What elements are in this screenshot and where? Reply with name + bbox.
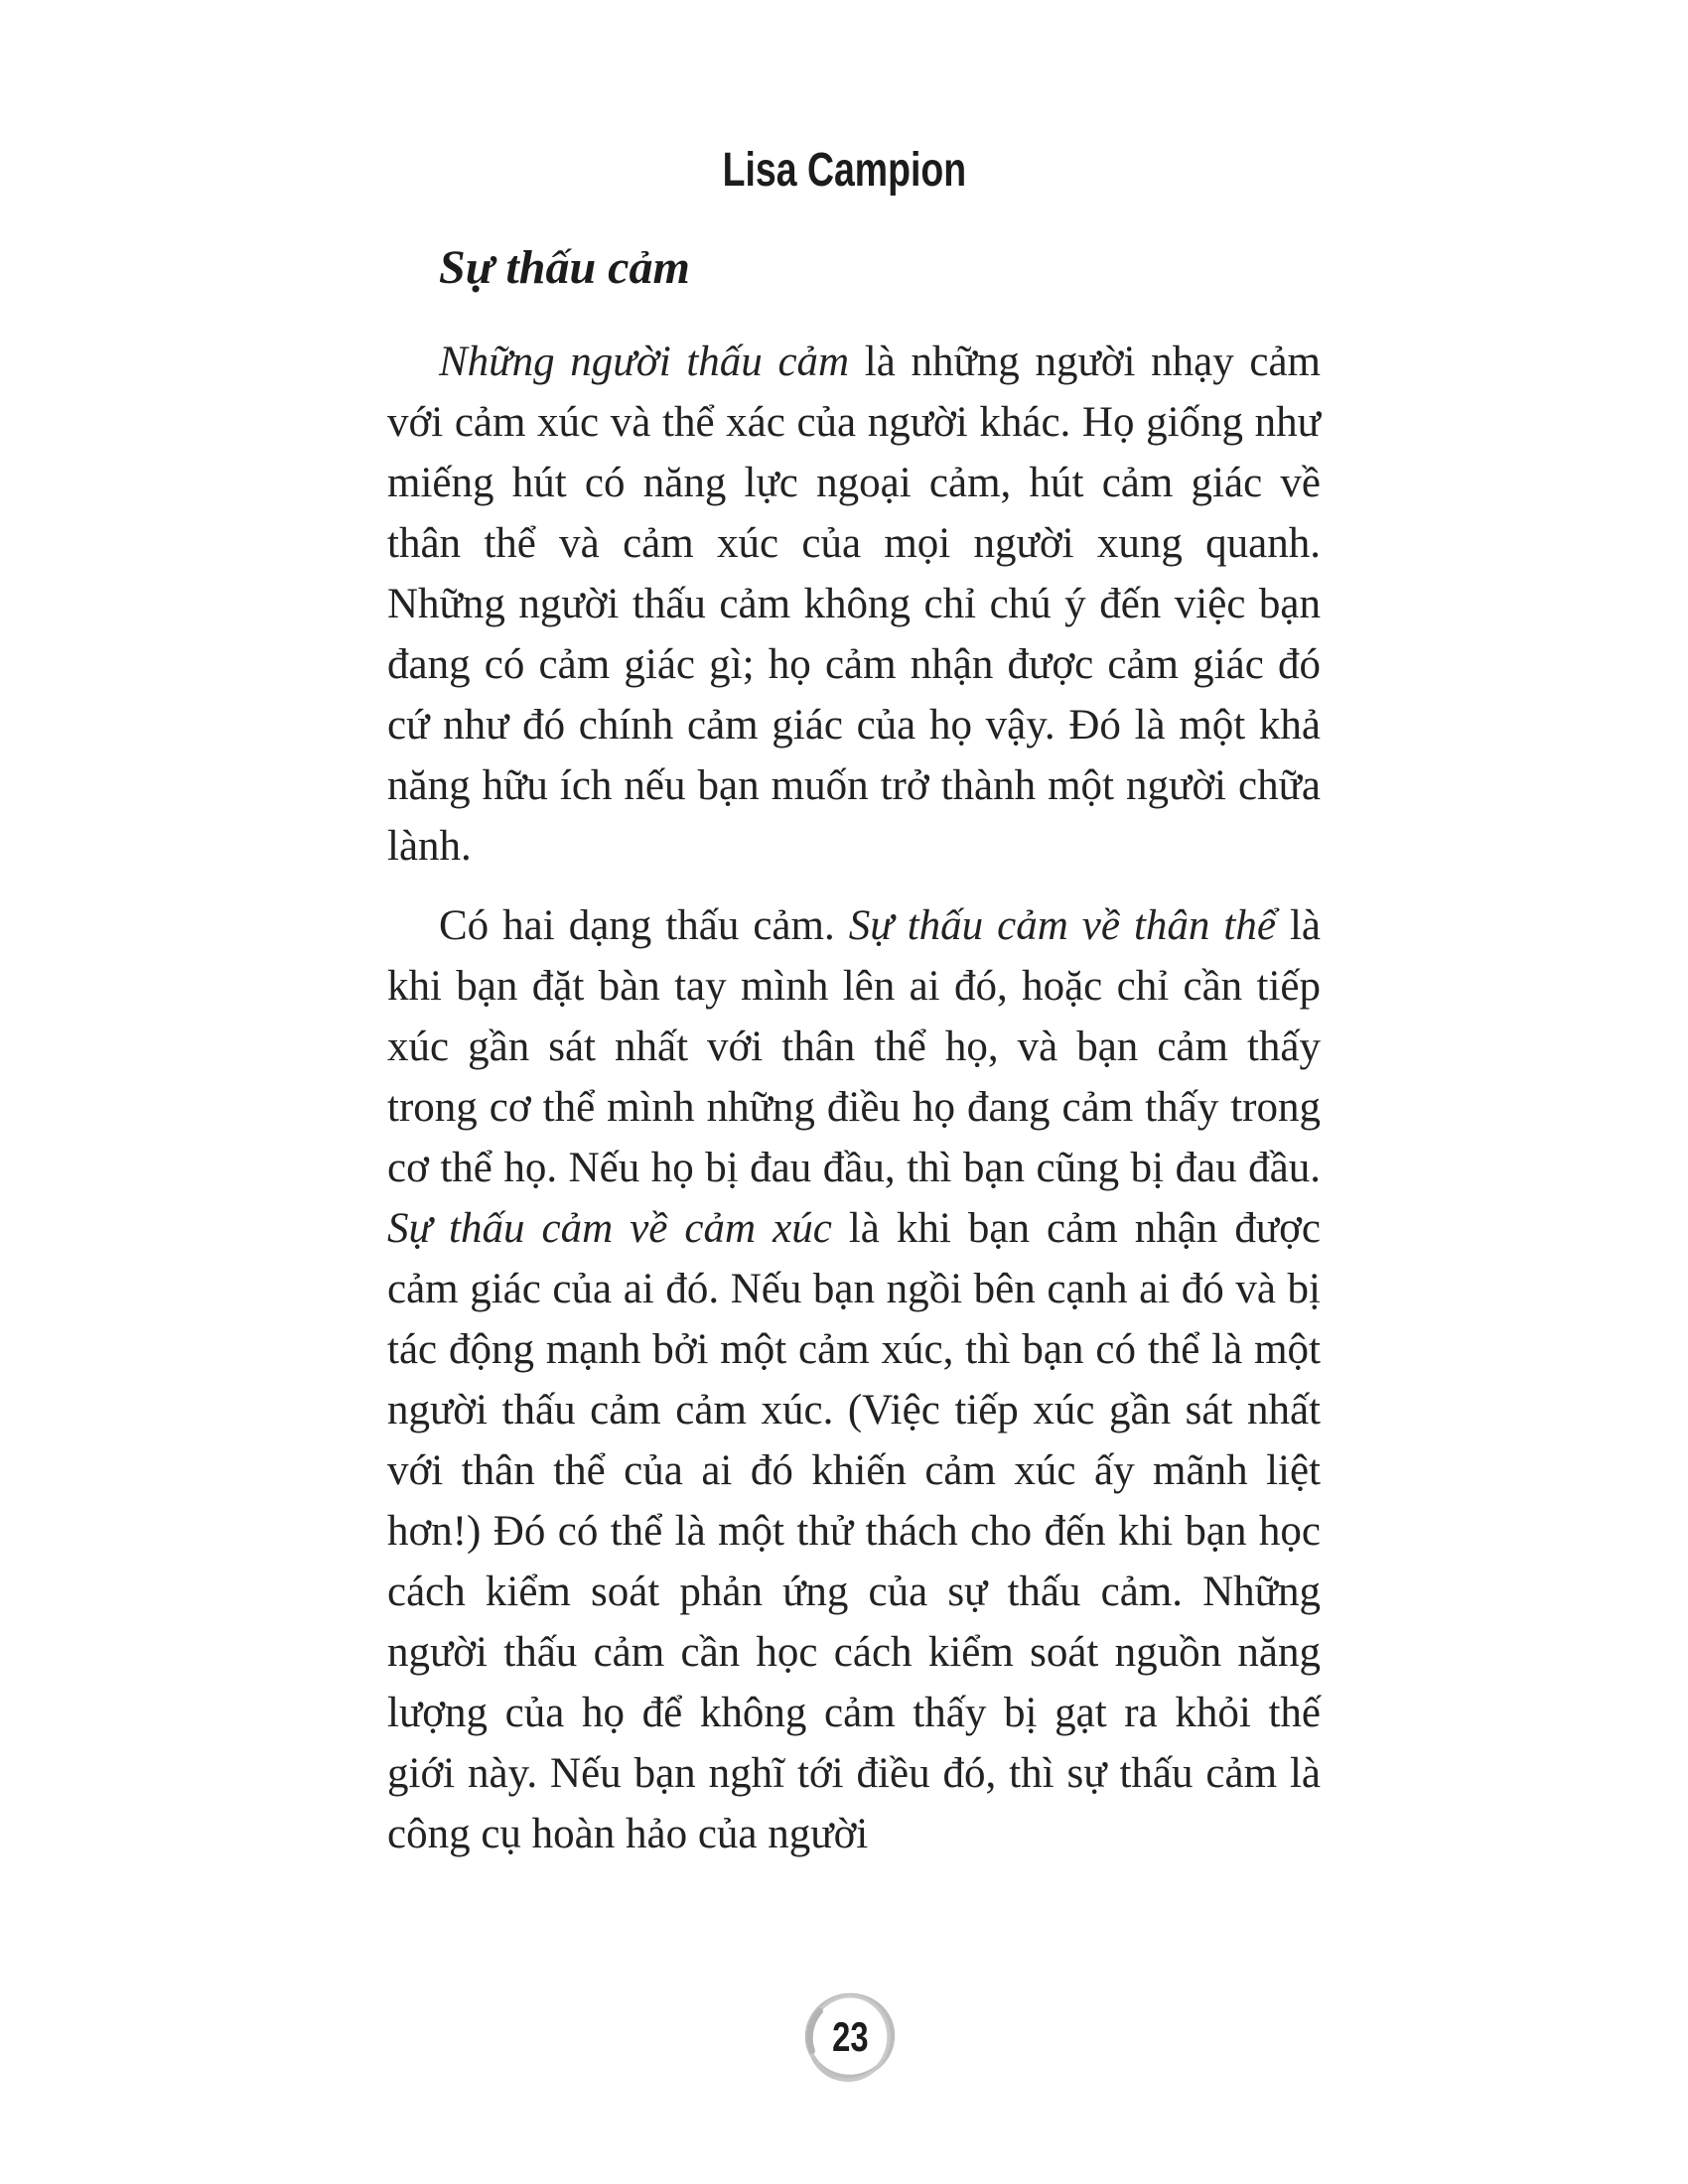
text-run: là khi bạn cảm nhận được cảm giác của ai đó. Nếu bạn ngồi bên cạnh ai đó và bị tác động mạnh bởi một cảm xúc, thì bạn có thể là một người thấu cảm cảm xúc. (Việc tiếp xúc gần sát nhất với thân thể của ai đó khiến cảm xúc ấy mãnh liệt hơn!) Đó có thể là một thử thách cho đến khi bạn học cách kiểm soát phản ứng của sự thấu cảm. Những người thấu cảm cần học cách kiểm soát nguồn năng lượng của họ để không cảm thấy bị gạt ra khỏi thế giới này. Nếu bạn nghĩ tới điều đó, thì sự thấu cảm là công cụ hoàn hảo của người <box>387 1205 1321 1857</box>
section-heading: Sự thấu cảm <box>439 241 690 294</box>
running-header-text: Lisa Campion <box>722 144 966 197</box>
paragraph <box>387 332 1321 877</box>
page-number-text: 23 <box>831 2013 869 2060</box>
italic-phrase: Sự thấu cảm về thân thể <box>848 902 1276 949</box>
paragraph <box>387 895 1321 1864</box>
italic-phrase: Những người thấu cảm <box>439 339 850 385</box>
text-run: là những người nhạy cảm với cảm xúc và thể xác của người khác. Họ giống như miếng hút có năng lực ngoại cảm, hút cảm giác về thân thể và cảm xúc của mọi người xung quanh. Những người thấu cảm không chỉ chú ý đến việc bạn đang có cảm giác gì; họ cảm nhận được cảm giác đó cứ như đó chính cảm giác của họ vậy. Đó là một khả năng hữu ích nếu bạn muốn trở thành một người chữa lành. <box>387 339 1321 870</box>
running-header <box>0 144 1688 197</box>
page-footer <box>798 1985 902 2089</box>
page-number <box>798 1985 902 2089</box>
text-run: Có hai dạng thấu cảm. <box>439 902 849 949</box>
body-text <box>387 332 1321 1864</box>
italic-phrase: Sự thấu cảm về cảm xúc <box>387 1205 832 1252</box>
text-run: là khi bạn đặt bàn tay mình lên ai đó, hoặc chỉ cần tiếp xúc gần sát nhất với thân thể họ, và bạn cảm thấy trong cơ thể mình những điều họ đang cảm thấy trong cơ thể họ. Nếu họ bị đau đầu, thì bạn cũng bị đau đầu. <box>387 902 1321 1191</box>
